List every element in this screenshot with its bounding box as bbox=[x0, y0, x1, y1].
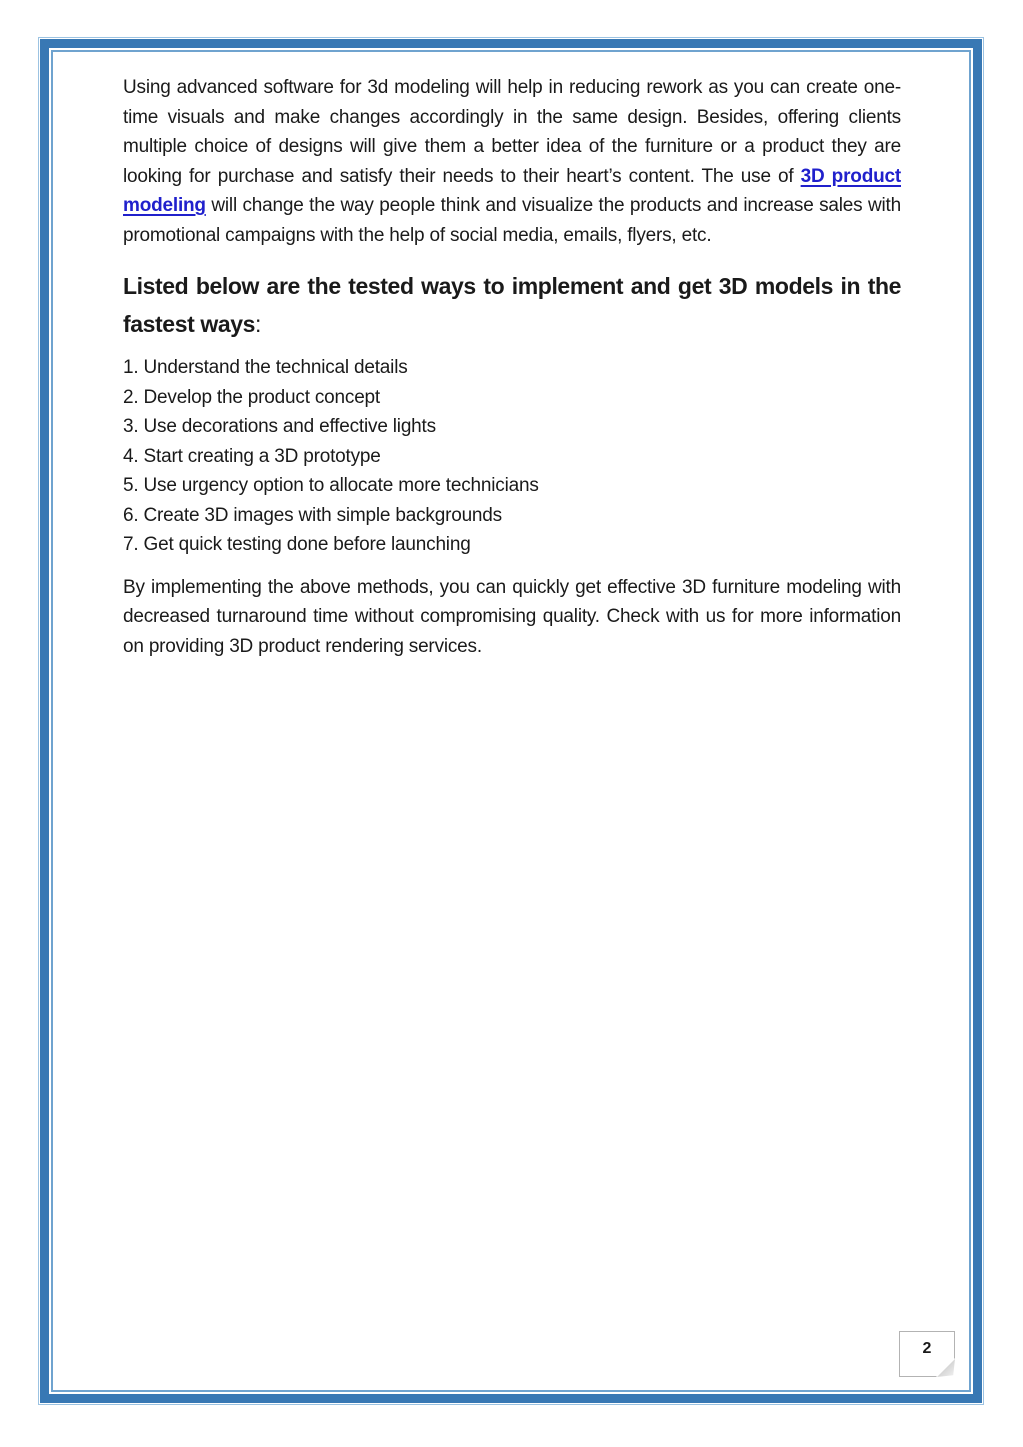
product-modeling-link[interactable]: 3D product modeling bbox=[123, 165, 901, 216]
list-item-7: 7. Get quick testing done before launching bbox=[123, 534, 471, 555]
document-content bbox=[123, 73, 901, 661]
list-item-4: 4. Start creating a 3D prototype bbox=[123, 445, 381, 467]
paragraph-closing: By implementing the above methods, you can quickly get effective 3D furniture modeling with decreased turnaround time without compromising quality. Check with us for more information on providing 3D product rendering services. bbox=[123, 576, 901, 657]
list-item-6: 6. Create 3D images with simple backgrounds bbox=[123, 504, 502, 526]
section-heading-text: Listed below are the tested ways to implement and get 3D models in the fastest ways bbox=[123, 273, 901, 337]
page-number: 2 bbox=[922, 1340, 932, 1357]
list-item-1: 1. Understand the technical details bbox=[123, 357, 408, 378]
section-heading-colon: : bbox=[255, 311, 261, 337]
page-number-box bbox=[899, 1331, 955, 1377]
section-heading bbox=[123, 267, 901, 343]
paragraph-intro-text-after: will change the way people think and visualize the products and increase sales with promotional campaigns with the help of social media, emails, flyers, etc. bbox=[123, 195, 901, 246]
list-item-5: 5. Use urgency option to allocate more technicians bbox=[123, 475, 539, 496]
list-item-2: 2. Develop the product concept bbox=[123, 386, 381, 408]
paragraph-intro bbox=[123, 73, 901, 250]
paragraph-intro-text-before: Using advanced software for 3d modeling will help in reducing rework as you can create one-time visuals and make changes accordingly in the same design. Besides, offering clients multiple choice of designs will give them a better idea of the furniture or a product they are looking for purchase and satisfy their needs to their heart’s content. The use of bbox=[123, 77, 901, 187]
list-item-3: 3. Use decorations and effective lights bbox=[123, 416, 436, 437]
numbered-list bbox=[123, 353, 901, 560]
